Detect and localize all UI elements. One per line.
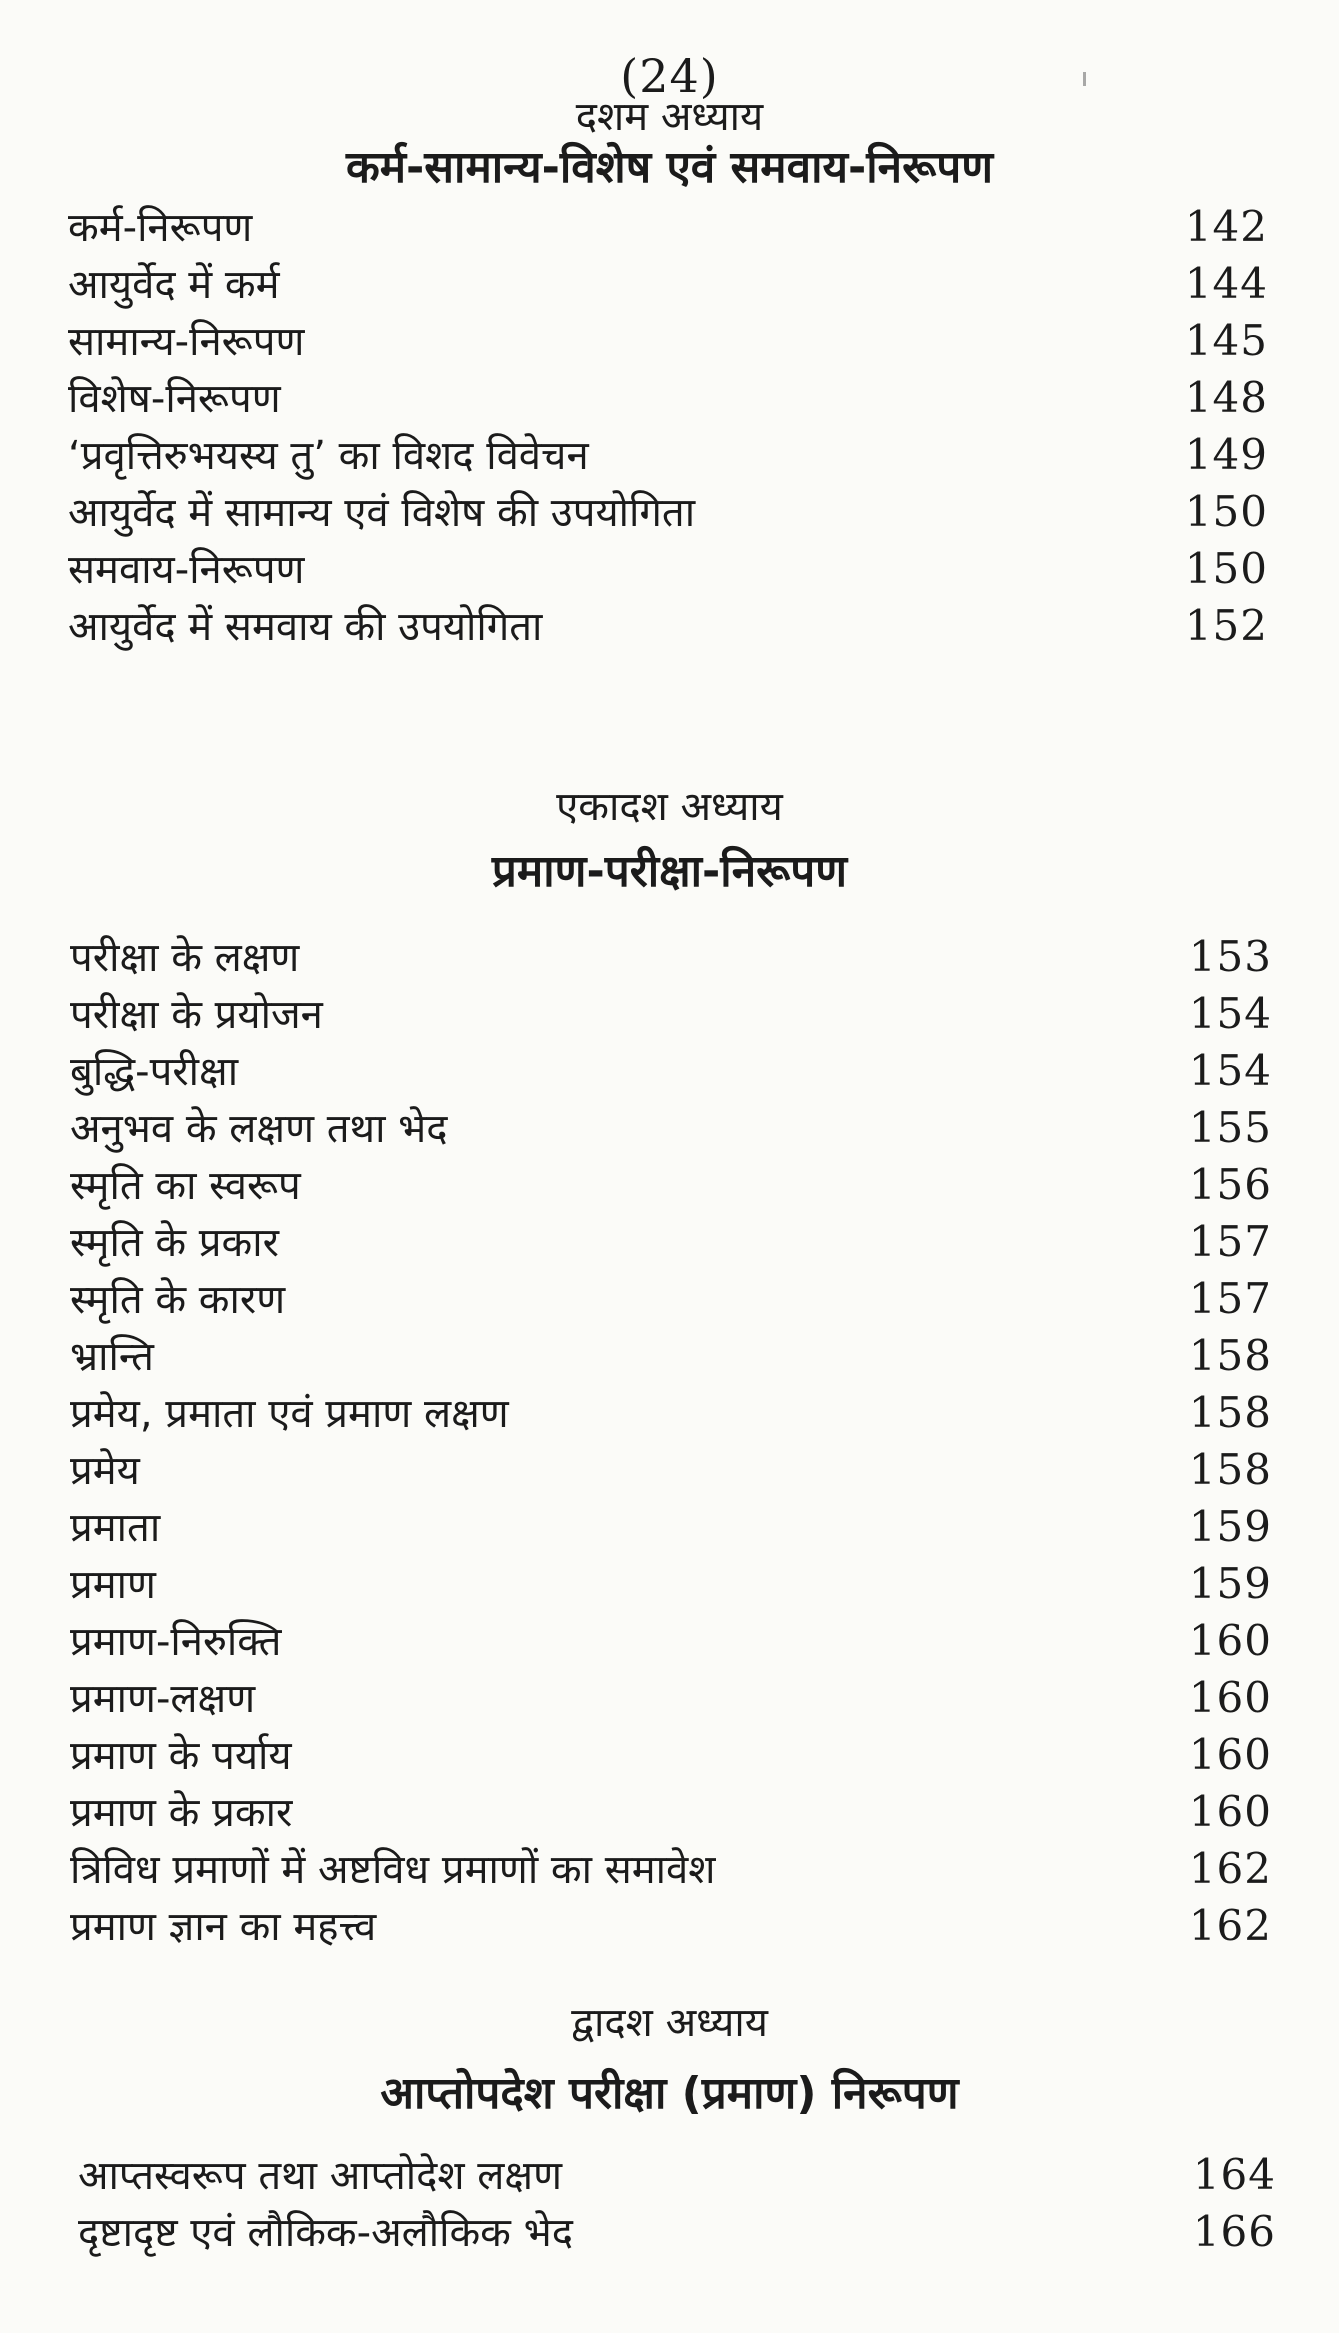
toc-entry[interactable] (70, 1327, 1272, 1384)
toc-page-number: 149 (1184, 430, 1268, 479)
toc-page-number: 164 (1192, 2150, 1276, 2199)
toc-entry-title: बुद्धि-परीक्षा (70, 1049, 239, 1095)
toc-entry[interactable] (70, 1270, 1272, 1327)
chapter-title: प्रमाण-परीक्षा-निरूपण (491, 846, 848, 897)
toc-entry-title: आप्तस्वरूप तथा आप्तोदेश लक्षण (78, 2153, 562, 2199)
chapter-label: दशम अध्याय (575, 94, 764, 140)
toc-page-number: 158 (1188, 1445, 1272, 1494)
toc-page-number: 160 (1188, 1616, 1272, 1665)
toc-page-number: 158 (1188, 1331, 1272, 1380)
toc-entry[interactable] (70, 1783, 1272, 1840)
toc-entry-title: आयुर्वेद में सामान्य एवं विशेष की उपयोगिता (68, 490, 696, 536)
toc-entry[interactable] (68, 597, 1268, 654)
toc-entry-title: प्रमेय, प्रमाता एवं प्रमाण लक्षण (70, 1391, 509, 1437)
toc-entry[interactable] (68, 369, 1268, 426)
toc-entry-title: प्रमेय (70, 1448, 140, 1494)
toc-entry-title: प्रमाण (70, 1562, 156, 1608)
toc-page-number: 157 (1188, 1274, 1272, 1323)
toc-entry-title: दृष्टादृष्ट एवं लौकिक-अलौकिक भेद (78, 2210, 573, 2256)
toc-page-number: 150 (1184, 487, 1268, 536)
toc-entry-title: परीक्षा के लक्षण (70, 935, 300, 981)
toc-page-number: 152 (1184, 601, 1268, 650)
toc-entry-title: प्रमाण के पर्याय (70, 1733, 292, 1779)
toc-entry-title: समवाय-निरूपण (68, 547, 305, 593)
toc-entry-title: प्रमाण-लक्षण (70, 1676, 256, 1722)
toc-entry-title: विशेष-निरूपण (68, 376, 281, 422)
toc-entry[interactable] (70, 1384, 1272, 1441)
toc-page-number: 144 (1184, 259, 1268, 308)
chapter-title: कर्म-सामान्य-विशेष एवं समवाय-निरूपण (345, 142, 994, 193)
toc-entry[interactable] (70, 928, 1272, 985)
toc-entry-title: स्मृति के कारण (70, 1277, 286, 1323)
toc-entry[interactable] (78, 2146, 1276, 2203)
toc-list (78, 2146, 1276, 2260)
chapter-label: एकादश अध्याय (556, 784, 783, 830)
toc-entry[interactable] (70, 1612, 1272, 1669)
toc-list (70, 928, 1272, 1954)
toc-page-number: 160 (1188, 1673, 1272, 1722)
toc-page-number: 162 (1188, 1901, 1272, 1950)
toc-page-number: 154 (1188, 1046, 1272, 1095)
toc-entry-title: स्मृति के प्रकार (70, 1220, 279, 1266)
toc-entry-title: प्रमाण-निरुक्ति (70, 1619, 282, 1665)
toc-entry-title: ‘प्रवृत्तिरुभयस्य तु’ का विशद विवेचन (68, 433, 589, 479)
toc-entry[interactable] (70, 985, 1272, 1042)
toc-entry[interactable] (78, 2203, 1276, 2260)
toc-entry[interactable] (70, 1042, 1272, 1099)
toc-entry[interactable] (68, 198, 1268, 255)
toc-page-number: 159 (1188, 1559, 1272, 1608)
toc-entry-title: भ्रान्ति (70, 1334, 154, 1380)
toc-list (68, 198, 1268, 654)
toc-entry[interactable] (68, 255, 1268, 312)
chapter-title: आप्तोपदेश परीक्षा (प्रमाण) निरूपण (380, 2068, 959, 2119)
toc-entry-title: प्रमाता (70, 1505, 161, 1551)
toc-entry[interactable] (68, 483, 1268, 540)
toc-page-number: 154 (1188, 989, 1272, 1038)
toc-page-number: 148 (1184, 373, 1268, 422)
toc-entry[interactable] (68, 540, 1268, 597)
toc-entry[interactable] (70, 1156, 1272, 1213)
toc-entry-title: प्रमाण के प्रकार (70, 1790, 293, 1836)
toc-entry-title: प्रमाण ज्ञान का महत्त्व (70, 1904, 377, 1950)
toc-entry[interactable] (70, 1840, 1272, 1897)
toc-entry[interactable] (68, 312, 1268, 369)
toc-page-number: 158 (1188, 1388, 1272, 1437)
toc-entry[interactable] (70, 1897, 1272, 1954)
toc-page-number: 155 (1188, 1103, 1272, 1152)
toc-entry-title: आयुर्वेद में समवाय की उपयोगिता (68, 604, 543, 650)
toc-entry-title: कर्म-निरूपण (68, 205, 253, 251)
toc-entry[interactable] (70, 1669, 1272, 1726)
toc-page-number: 160 (1188, 1730, 1272, 1779)
toc-entry[interactable] (68, 426, 1268, 483)
toc-entry-title: त्रिविध प्रमाणों में अष्टविध प्रमाणों का समावेश (70, 1847, 716, 1893)
toc-entry[interactable] (70, 1099, 1272, 1156)
toc-page-number: 153 (1188, 932, 1272, 981)
toc-entry-title: अनुभव के लक्षण तथा भेद (70, 1106, 448, 1152)
toc-page-number: 150 (1184, 544, 1268, 593)
toc-entry-title: सामान्य-निरूपण (68, 319, 305, 365)
toc-entry[interactable] (70, 1498, 1272, 1555)
toc-entry[interactable] (70, 1213, 1272, 1270)
toc-page-number: 159 (1188, 1502, 1272, 1551)
toc-entry-title: परीक्षा के प्रयोजन (70, 992, 323, 1038)
toc-page-number: 160 (1188, 1787, 1272, 1836)
toc-entry-title: आयुर्वेद में कर्म (68, 262, 280, 308)
toc-entry[interactable] (70, 1441, 1272, 1498)
toc-page-number: 166 (1192, 2207, 1276, 2256)
print-speck (1083, 72, 1086, 86)
toc-entry[interactable] (70, 1555, 1272, 1612)
toc-page-number: 142 (1184, 202, 1268, 251)
toc-entry[interactable] (70, 1726, 1272, 1783)
chapter-label: द्वादश अध्याय (571, 2000, 768, 2046)
toc-page-number: 156 (1188, 1160, 1272, 1209)
page-number: (24) (620, 49, 719, 103)
toc-entry-title: स्मृति का स्वरूप (70, 1163, 301, 1209)
toc-page-number: 145 (1184, 316, 1268, 365)
toc-page-number: 157 (1188, 1217, 1272, 1266)
toc-page-number: 162 (1188, 1844, 1272, 1893)
